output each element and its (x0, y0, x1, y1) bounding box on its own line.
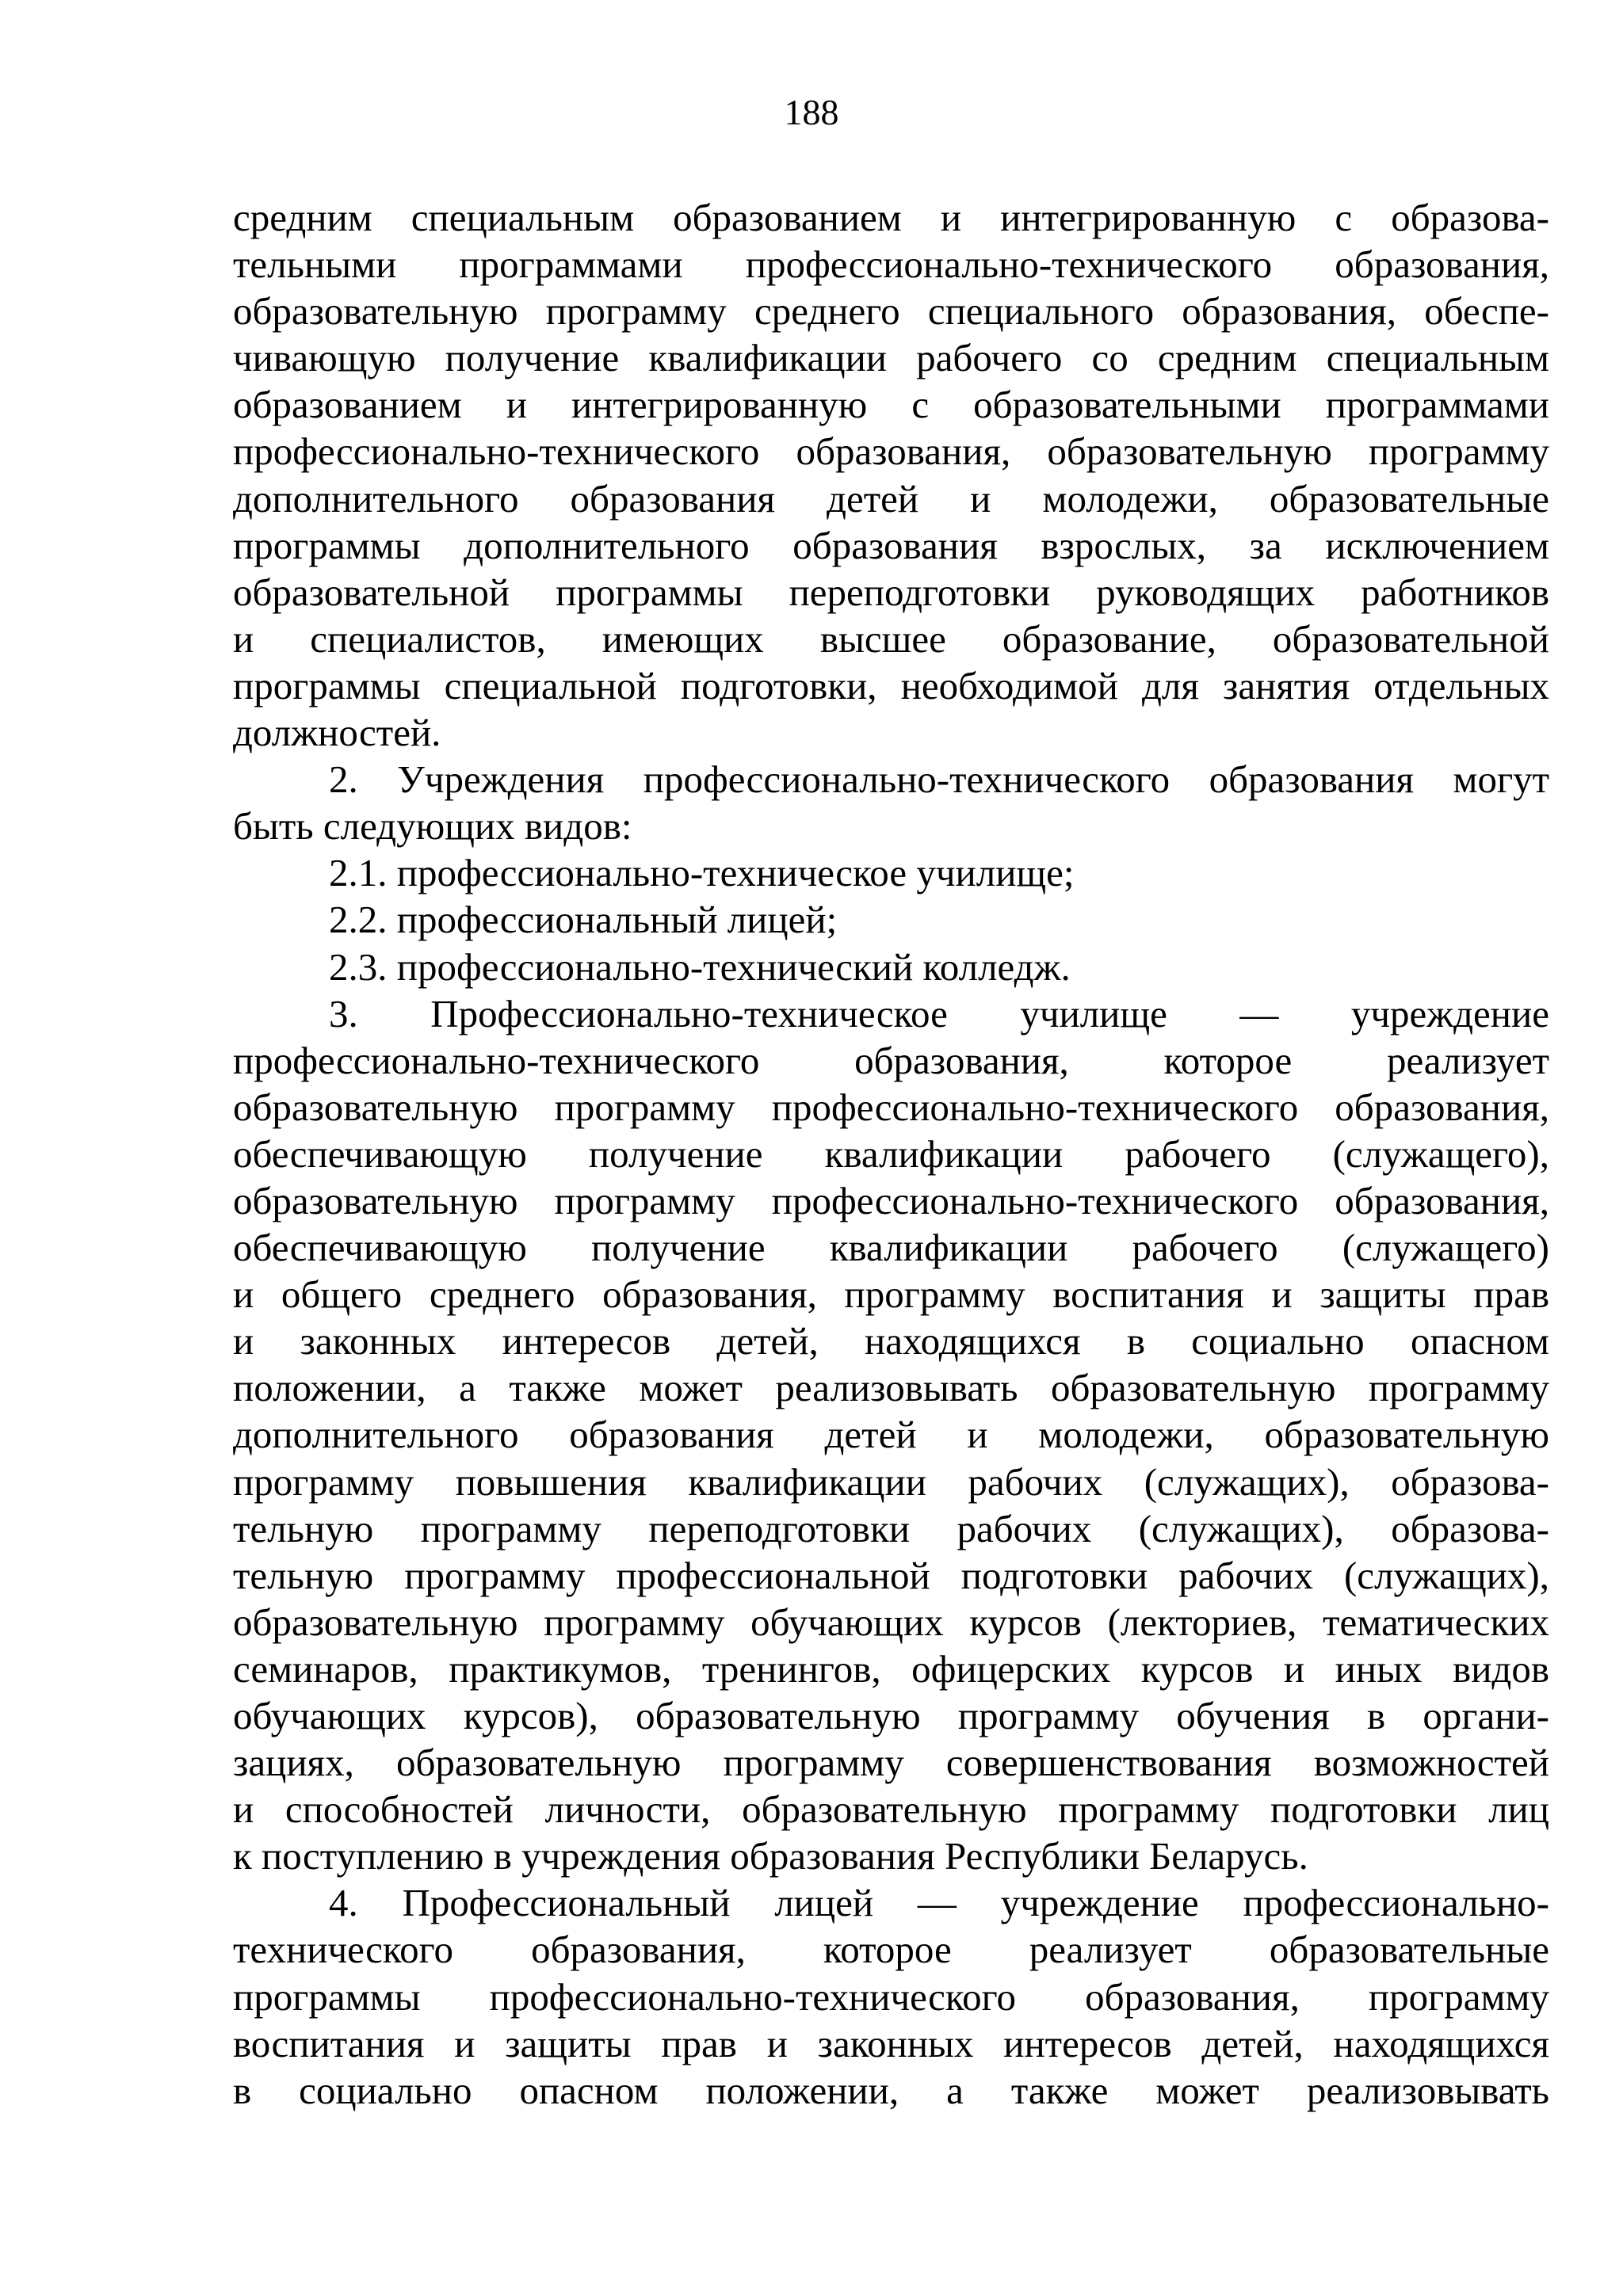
text-line: профессионально-технического образования, образовательную программу (233, 429, 1549, 474)
text-line: и специалистов, имеющих высшее образование, образовательной (233, 616, 1549, 661)
text-line: должностей. (233, 711, 441, 755)
text-line: образовательную программу профессионально-технического образования, (233, 1178, 1549, 1222)
text-line: дополнительного образования детей и молодежи, образовательные (233, 476, 1549, 521)
text-line: обучающих курсов), образовательную программу обучения в органи- (233, 1694, 1549, 1737)
text-line: средним специальным образованием и интегрированную с образова- (233, 196, 1549, 239)
text-line: тельными программами профессионально-технического образования, (233, 242, 1549, 287)
text-line: программы специальной подготовки, необходимой для занятия отдельных (233, 663, 1549, 707)
text-line: 2.1. профессионально-техническое училище; (329, 851, 1075, 895)
text-line: программу повышения квалификации рабочих (служащих), образова- (233, 1459, 1549, 1504)
text-line: в социально опасном положении, а также может реализовывать (233, 2068, 1549, 2112)
text-line: и способностей личности, образовательную программу подготовки лиц (233, 1787, 1549, 1832)
text-line: программы профессионально-технического образования, программу (233, 1974, 1549, 2019)
text-line: образовательную программу обучающих курсов (лекториев, тематических (233, 1600, 1549, 1644)
text-line: и общего среднего образования, программу воспитания и защиты прав (233, 1272, 1549, 1317)
text-line: 2.2. профессиональный лицей; (329, 898, 838, 942)
text-line: обеспечивающую получение квалификации рабочего (служащего), (233, 1131, 1549, 1176)
text-line: 4. Профессиональный лицей — учреждение профессионально- (329, 1881, 1549, 1925)
text-line: семинаров, практикумов, тренингов, офицерских курсов и иных видов (233, 1646, 1549, 1691)
text-line: программы дополнительного образования взрослых, за исключением (233, 523, 1549, 567)
text-line: образовательную программу профессионально-технического образования, (233, 1085, 1549, 1129)
text-line: воспитания и защиты прав и законных интересов детей, находящихся (233, 2021, 1549, 2065)
text-line: дополнительного образования детей и молодежи, образовательную (233, 1413, 1549, 1457)
text-line: 2. Учреждения профессионально-технического образования могут (329, 757, 1549, 802)
text-line: 2.3. профессионально-технический колледж. (329, 944, 1071, 989)
text-line: обеспечивающую получение квалификации рабочего (служащего) (233, 1226, 1549, 1270)
body-text (233, 194, 1549, 2114)
text-line: образовательную программу среднего специального образования, обеспе- (233, 289, 1549, 334)
text-line: тельную программу переподготовки рабочих (служащих), образова- (233, 1506, 1549, 1550)
text-line: положении, а также может реализовывать образовательную программу (233, 1366, 1549, 1410)
text-line: образовательной программы переподготовки руководящих работников (233, 570, 1549, 614)
text-line: 3. Профессионально-техническое училище — учреждение (329, 991, 1549, 1035)
text-line: профессионально-технического образования, которое реализует (233, 1038, 1549, 1082)
text-line: технического образования, которое реализует образовательные (233, 1928, 1549, 1972)
text-line: быть следующих видов: (233, 804, 632, 849)
text-line: образованием и интегрированную с образовательными программами (233, 383, 1549, 427)
text-line: тельную программу профессиональной подготовки рабочих (служащих), (233, 1553, 1549, 1597)
text-line: и законных интересов детей, находящихся в социально опасном (233, 1319, 1549, 1363)
text-line: чивающую получение квалификации рабочего со средним специальным (233, 336, 1549, 380)
text-line: к поступлению в учреждения образования Республики Беларусь. (233, 1834, 1308, 1878)
text-line: зациях, образовательную программу совершенствования возможностей (233, 1741, 1549, 1785)
page-number: 188 (784, 92, 839, 132)
